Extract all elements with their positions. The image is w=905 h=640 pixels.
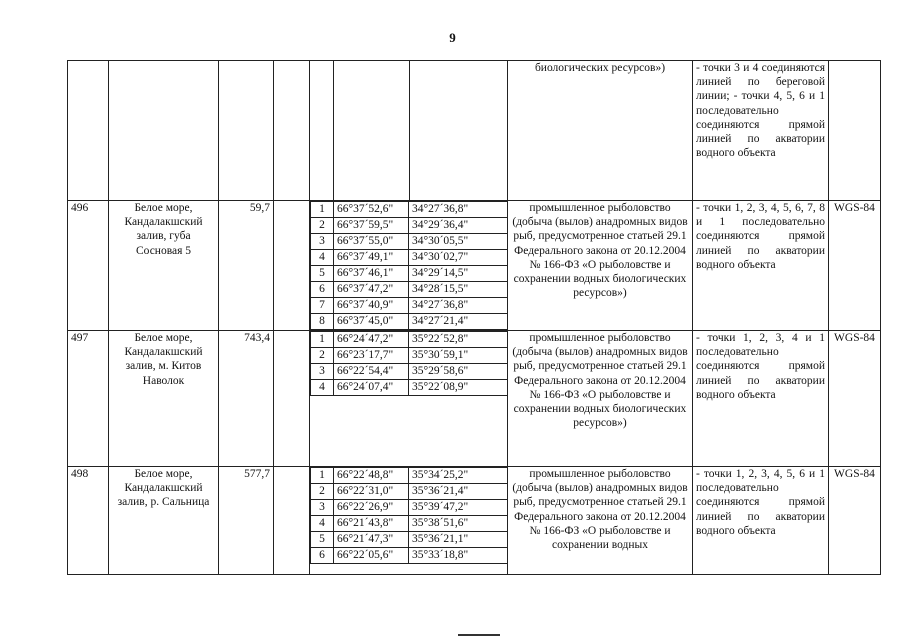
coordinate-row [311, 298, 508, 314]
latitude: 66°37´59,5" [334, 218, 409, 234]
point-number: 6 [311, 548, 334, 564]
point-number: 4 [311, 250, 334, 266]
point-number: 3 [311, 234, 334, 250]
latitude: 66°37´46,1" [334, 266, 409, 282]
point-number: 4 [311, 516, 334, 532]
location: Белое море, Кандалакшский залив, р. Сальница [109, 467, 219, 575]
longitude: 34°30´02,7" [409, 250, 508, 266]
longitude: 35°22´08,9" [409, 380, 508, 396]
fishing-use: промышленное рыболовство (добыча (вылов) анадромных видов рыб, предусмотренное статьей 29.1 Федерального закона от 20.12.2004 № 166-ФЗ «О рыболовстве и сохранении водных биологических ресурсов») [508, 201, 693, 331]
longitude: 34°28´15,5" [409, 282, 508, 298]
longitude: 35°36´21,4" [409, 484, 508, 500]
coordinate-row [311, 218, 508, 234]
latitude: 66°37´49,1" [334, 250, 409, 266]
area: 59,7 [219, 201, 274, 331]
point-number-column [310, 61, 334, 200]
longitude: 35°39´47,2" [409, 500, 508, 516]
longitude: 35°36´21,1" [409, 532, 508, 548]
description-cell: - точки 3 и 4 соединяются линией по береговой линии; - точки 4, 5, 6 и 1 последовательно соединяются прямой линией по акватории водного объекта [693, 61, 829, 201]
coordinate-row [311, 348, 508, 364]
coordinate-row [311, 380, 508, 396]
table-row [68, 467, 881, 575]
latitude: 66°24´07,4" [334, 380, 409, 396]
coordinate-system: WGS-84 [829, 467, 881, 575]
coordinates-cell [310, 467, 508, 575]
page-number: 9 [449, 30, 456, 45]
point-number: 3 [311, 364, 334, 380]
latitude: 66°22´26,9" [334, 500, 409, 516]
point-number: 3 [311, 500, 334, 516]
coordinates-table [310, 201, 508, 330]
point-number: 7 [311, 298, 334, 314]
fishing-use: промышленное рыболовство (добыча (вылов) анадромных видов рыб, предусмотренное статьей 29.1 Федерального закона от 20.12.2004 № 166-ФЗ «О рыболовстве и сохранении водных биологических ресурсов») [508, 331, 693, 467]
area: 743,4 [219, 331, 274, 467]
latitude-column [334, 61, 410, 200]
coordinate-system: WGS-84 [829, 331, 881, 467]
fishing-use: промышленное рыболовство (добыча (вылов) анадромных видов рыб, предусмотренное статьей 29.1 Федерального закона от 20.12.2004 № 166-ФЗ «О рыболовстве и сохранении водных [508, 467, 693, 575]
spacer-cell [274, 467, 310, 575]
latitude: 66°22´54,4" [334, 364, 409, 380]
coordinate-system: WGS-84 [829, 201, 881, 331]
coordinate-row [311, 364, 508, 380]
location-cell [109, 61, 219, 201]
latitude: 66°37´47,2" [334, 282, 409, 298]
longitude: 34°27´36,8" [409, 202, 508, 218]
coordinates-cell [310, 201, 508, 331]
latitude: 66°22´05,6" [334, 548, 409, 564]
point-number: 5 [311, 532, 334, 548]
longitude: 34°30´05,5" [409, 234, 508, 250]
row-number: 497 [68, 331, 109, 467]
spacer-cell [274, 201, 310, 331]
coordinates-cell [310, 61, 508, 201]
point-number: 1 [311, 468, 334, 484]
coordinate-row [311, 500, 508, 516]
row-number: 496 [68, 201, 109, 331]
longitude: 35°34´25,2" [409, 468, 508, 484]
area: 577,7 [219, 467, 274, 575]
latitude: 66°21´43,8" [334, 516, 409, 532]
longitude: 35°38´51,6" [409, 516, 508, 532]
location: Белое море, Кандалакшский залив, м. Китов Наволок [109, 331, 219, 467]
fishing-areas-table [67, 60, 881, 575]
coordinate-row [311, 314, 508, 330]
longitude: 35°29´58,6" [409, 364, 508, 380]
latitude: 66°22´31,0" [334, 484, 409, 500]
latitude: 66°37´52,6" [334, 202, 409, 218]
longitude: 35°33´18,8" [409, 548, 508, 564]
latitude: 66°37´45,0" [334, 314, 409, 330]
longitude: 35°30´59,1" [409, 348, 508, 364]
point-number: 4 [311, 380, 334, 396]
point-number: 5 [311, 266, 334, 282]
row-number-cell [68, 61, 109, 201]
footer-line [458, 634, 500, 636]
coordinate-row [311, 266, 508, 282]
coordinate-row [311, 468, 508, 484]
longitude: 34°29´14,5" [409, 266, 508, 282]
latitude: 66°21´47,3" [334, 532, 409, 548]
row-number: 498 [68, 467, 109, 575]
point-number: 1 [311, 202, 334, 218]
point-number: 6 [311, 282, 334, 298]
point-number: 2 [311, 348, 334, 364]
coordinate-system-cell [829, 61, 881, 201]
longitude: 34°27´21,4" [409, 314, 508, 330]
boundary-description: - точки 1, 2, 3, 4, 5, 6, 7, 8 и 1 последовательно соединяются прямой линией по акватории водного объекта [693, 201, 829, 331]
point-number: 2 [311, 484, 334, 500]
coordinates-table [310, 331, 508, 396]
area-cell [219, 61, 274, 201]
coordinate-row [311, 282, 508, 298]
coordinate-row [311, 332, 508, 348]
spacer-cell [274, 331, 310, 467]
point-number: 2 [311, 218, 334, 234]
latitude: 66°24´47,2" [334, 332, 409, 348]
coordinate-row [311, 548, 508, 564]
latitude: 66°37´55,0" [334, 234, 409, 250]
coordinate-row [311, 484, 508, 500]
use-cell: биологических ресурсов») [508, 61, 693, 201]
table-row [68, 201, 881, 331]
boundary-description: - точки 1, 2, 3, 4, 5, 6 и 1 последовательно соединяются прямой линией по акватории водного объекта [693, 467, 829, 575]
coordinate-row [311, 202, 508, 218]
longitude: 34°29´36,4" [409, 218, 508, 234]
longitude: 34°27´36,8" [409, 298, 508, 314]
coordinate-row [311, 532, 508, 548]
spacer-cell [274, 61, 310, 201]
table-row [68, 331, 881, 467]
latitude: 66°37´40,9" [334, 298, 409, 314]
latitude: 66°22´48,8" [334, 468, 409, 484]
latitude: 66°23´17,7" [334, 348, 409, 364]
coordinates-table [310, 467, 508, 564]
point-number: 8 [311, 314, 334, 330]
longitude: 35°22´52,8" [409, 332, 508, 348]
coordinate-row [311, 234, 508, 250]
continued-row [68, 61, 881, 201]
location: Белое море, Кандалакшский залив, губа Сосновая 5 [109, 201, 219, 331]
coordinate-row [311, 516, 508, 532]
point-number: 1 [311, 332, 334, 348]
coordinates-cell [310, 331, 508, 467]
coordinate-row [311, 250, 508, 266]
boundary-description: - точки 1, 2, 3, 4 и 1 последовательно соединяются прямой линией по акватории водного объекта [693, 331, 829, 467]
